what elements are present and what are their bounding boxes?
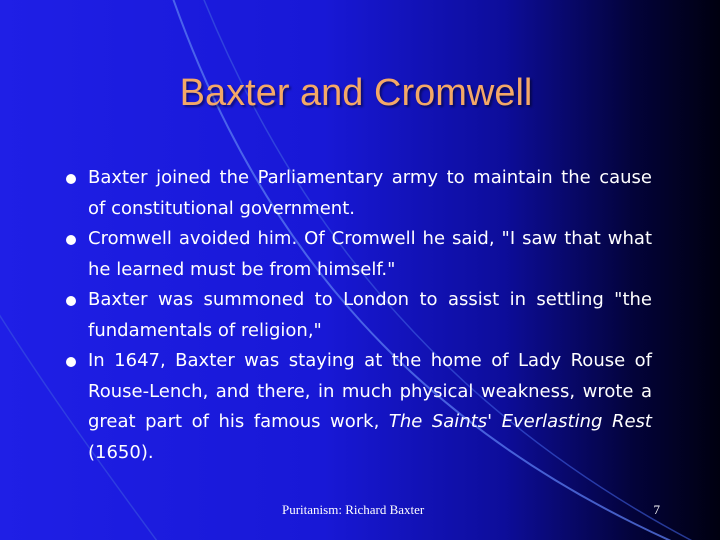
bullet-text: Baxter joined the Parliamentary army to maintain the cause of constitutional government.	[88, 167, 652, 219]
bullet-dot-icon	[66, 357, 76, 367]
bullet-dot-icon	[66, 296, 76, 306]
book-title: The Saints' Everlasting Rest	[388, 411, 652, 432]
slide-title: Baxter and Cromwell	[179, 72, 533, 114]
bullet-text: In 1647, Baxter was staying at the home of Lady Rouse of Rouse-Lench, and there, in much physical weakness, wrote a great part of his famous work,	[88, 350, 652, 432]
bullet-item	[66, 346, 652, 468]
bullet-item	[66, 224, 652, 285]
bullet-item	[66, 285, 652, 346]
bullet-item	[66, 163, 652, 224]
bullet-text: Cromwell avoided him. Of Cromwell he said, "I saw that what he learned must be from himself."	[88, 228, 652, 280]
bullet-dot-icon	[66, 174, 76, 184]
page-number: 7	[653, 502, 660, 517]
slide-footer: Puritanism: Richard Baxter	[282, 502, 425, 517]
bullet-dot-icon	[66, 235, 76, 245]
bullet-text-end: (1650).	[88, 441, 154, 463]
bullet-list	[66, 163, 652, 468]
bullet-text: Baxter was summoned to London to assist in settling "the fundamentals of religion,"	[88, 289, 652, 341]
